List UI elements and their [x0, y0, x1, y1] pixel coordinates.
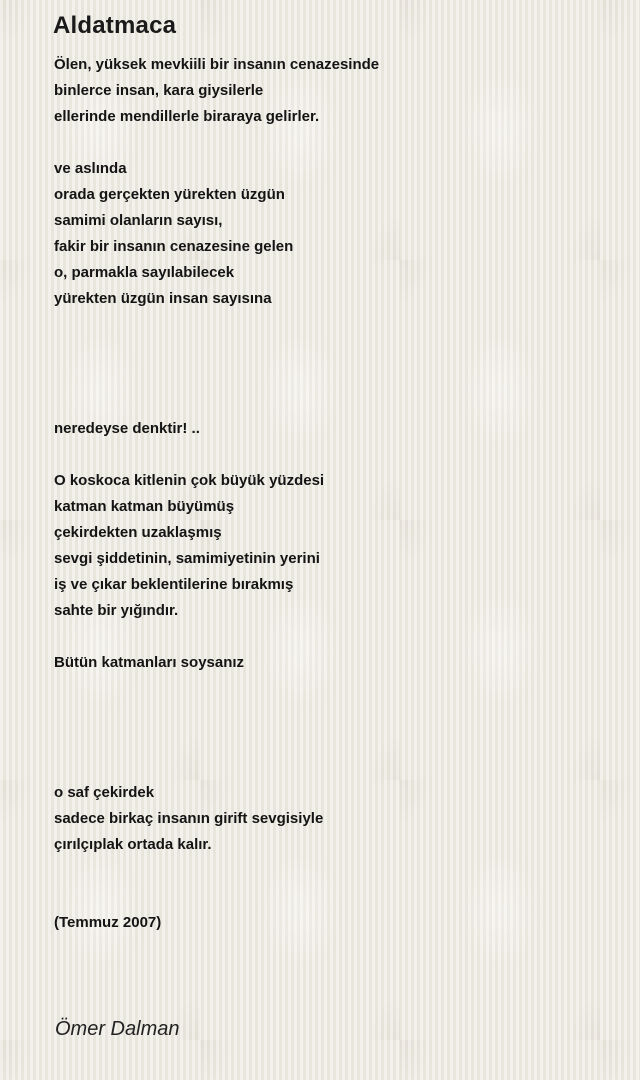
- poem-line: binlerce insan, kara giysilerle: [54, 82, 264, 99]
- poem-line: samimi olanların sayısı,: [54, 212, 223, 229]
- poem-blank-line: [54, 364, 614, 390]
- poem-blank-line: [54, 312, 614, 338]
- poem-blank-line: [54, 338, 614, 364]
- poem-line: ellerinde mendillerle biraraya gelirler.: [54, 108, 320, 125]
- poem-line: çırılçıplak ortada kalır.: [54, 836, 212, 853]
- poem-title: Aldatmaca: [53, 12, 177, 39]
- poem-line: sevgi şiddetinin, samimiyetinin yerini: [54, 550, 320, 567]
- poem-line: (Temmuz 2007): [54, 914, 162, 931]
- poem-body: [54, 52, 614, 936]
- poem-line: o saf çekirdek: [54, 784, 155, 801]
- poem-line: yürekten üzgün insan sayısına: [54, 290, 272, 307]
- poem-blank-line: [54, 390, 614, 416]
- poem-author: Ömer Dalman: [55, 1018, 180, 1040]
- poem-line: çekirdekten uzaklaşmış: [54, 524, 222, 541]
- poem-line: O koskoca kitlenin çok büyük yüzdesi: [54, 472, 325, 489]
- poem-line: Ölen, yüksek mevkiili bir insanın cenazesinde: [54, 56, 380, 73]
- poem-blank-line: [54, 858, 614, 884]
- poem-blank-line: [54, 442, 614, 468]
- poem-line: sahte bir yığındır.: [54, 602, 179, 619]
- poem-blank-line: [54, 130, 614, 156]
- poem-blank-line: [54, 702, 614, 728]
- poem-line: katman katman büyümüş: [54, 498, 235, 515]
- poem-line: Bütün katmanları soysanız: [54, 654, 245, 671]
- poem-blank-line: [54, 676, 614, 702]
- poem-line: fakir bir insanın cenazesine gelen: [54, 238, 294, 255]
- poem-blank-line: [54, 754, 614, 780]
- poem-line: sadece birkaç insanın girift sevgisiyle: [54, 810, 324, 827]
- poem-blank-line: [54, 728, 614, 754]
- poem-line: iş ve çıkar beklentilerine bırakmış: [54, 576, 294, 593]
- poem-line: neredeyse denktir! ..: [54, 420, 200, 437]
- poem-line: orada gerçekten yürekten üzgün: [54, 186, 285, 203]
- poem-blank-line: [54, 884, 614, 910]
- poem-line: o, parmakla sayılabilecek: [54, 264, 235, 281]
- poem-blank-line: [54, 624, 614, 650]
- poem-line: ve aslında: [54, 160, 127, 177]
